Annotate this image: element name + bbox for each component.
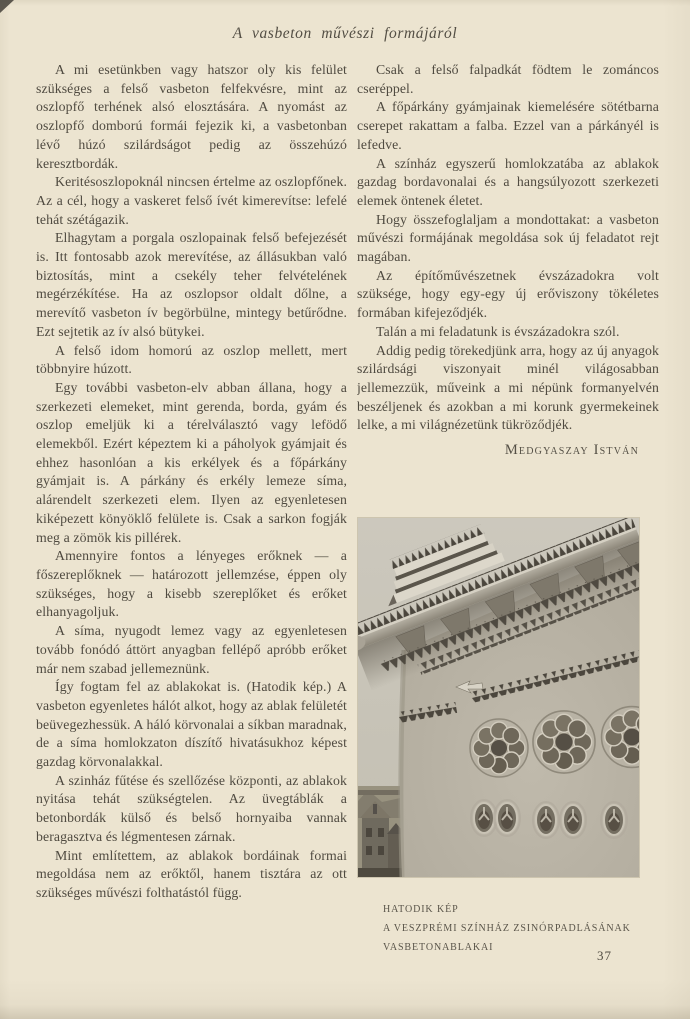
left-text-column <box>36 61 347 903</box>
caption-line: HATODIK KÉP <box>383 904 459 915</box>
page-number: 37 <box>597 948 612 963</box>
paragraph: Mint említettem, az ablakok bordáinak formai megoldása nem az erőktől, hanem tisztára az ott szükséges művészi folthatástól függ. <box>36 847 347 900</box>
caption-line: A VESZPRÉMI SZÍNHÁZ ZSINÓRPADLÁSÁNAK <box>383 922 631 934</box>
rose-window-1 <box>470 719 528 777</box>
paragraph: A szinház fűtése és szellőzése központi, az ablakok nyitása tehát szükségtelen. Az üvegtáblák a betonbordák külső és belső hornyaiba vannak beragasztva és légmentesen zárnak. <box>36 772 347 844</box>
paragraph: A színház egyszerű homlokzatába az ablakok gazdag bordavonalai és a hangsúlyozott szerkezeti elemek öntenek életet. <box>357 155 659 208</box>
paragraph: A főpárkány gyámjainak kiemelésére sötétbarna cserepet rakattam a falba. Ezzel van a párkányél is lefedve. <box>357 99 659 152</box>
author-signature: Medgyaszay István <box>504 442 639 459</box>
paragraph: A síma, nyugodt lemez vagy az egyenletesen tovább fonódó áttört anyagban fellépő apróbb erőket már nem szabad jellemeznünk. <box>36 623 347 676</box>
theater-photo-figure <box>358 518 639 877</box>
paragraph: Keritésoszlopoknál nincsen értelme az oszlopfőnek. Az a cél, hogy a vaskeret felső ívét kimerevítse: lefelé tehát szétágazik. <box>36 174 347 227</box>
paragraph: Amennyire fontos a lényeges erőknek — a főszereplőknek — határozott jellemzése, éppen oly szükséges, hogy a kisebb szereplőket és erőket elhanyagoljuk. <box>36 548 347 620</box>
paragraph: Csak a felső falpadkát födtem le zománcos cseréppel. <box>357 62 659 96</box>
paragraph: Addig pedig törekedjünk arra, hogy az új anyagok szilárdsági viszonyait minél világosabban jellemezzük, műveink a mi népünk formanyelvén beszéljenek és azokban a mi korunk gyermekeinek lelke, a mi világnézetünk tükröződjék. <box>357 342 659 433</box>
paragraph: Elhagytam a porgala oszlopainak felső befejezését is. Itt fontosabb azok merevítése, az állásukban való biztosítás, mint a csekély teher felvételének megérzékítése. Ha az oszlopsor oldalt dőlne, a merevítő vasbeton ív begörbülne, mintegy betűrődne. Ezt sejtetik az ív alsó bütykei. <box>36 230 347 339</box>
right-text-column <box>357 61 659 460</box>
paragraph: Egy további vasbeton-elv abban állana, hogy a szerkezeti elemeket, mint gerenda, borda, gyám és oszlop emeljük ki a térelválasztó vagy lefödő elemekből. Ezért képeztem ki a páholyok gyámjait és ehhez hasonlóan a kis erkélyek és a főpárkány gyámjait is. A párkány és erkély lemeze síma, alárendelt szerkezeti elem. Ilyen az egyenletesen kiképezett könyöklő felülete is. Csak a sarkon fogják meg a zömök kis pillérek. <box>36 379 347 545</box>
figure-caption <box>383 901 673 957</box>
paragraph: Talán a mi feladatunk is évszázadokra szól. <box>376 323 620 339</box>
paragraph: Így fogtam fel az ablakokat is. (Hatodik kép.) A vasbeton egyenletes hálót alkot, hogy az ablak felületét beüvegezhessük. A háló körvonalai a síkban maradnak, de a síma homlokzaton díszítő hivatásukhoz képest gazdag körvonalakkal. <box>36 679 347 770</box>
caption-line: VASBETONABLAKAI <box>383 941 494 953</box>
rose-window-2 <box>533 711 595 773</box>
scan-corner-smudge <box>0 0 14 13</box>
paragraph: A mi esetünkben vagy hatszor oly kis felület szükséges a felső vasbeton felfekvésre, mint az oszlopfő terhének alsó elosztására. A nyomást az oszlopfő domború formái fejezik ki, a vasbetonban lévő húzó szilárdságot pedig az összehúzó keresztbordák. <box>36 62 347 171</box>
paragraph: A felső idom homorú az oszlop mellett, mert többnyire húzott. <box>36 342 347 377</box>
page-title: A vasbeton művészi formájáról <box>232 25 458 42</box>
paragraph: Hogy összefoglaljam a mondottakat: a vasbeton művészi formájának megoldása sok új feladatot rejt magában. <box>357 211 659 265</box>
photo-town-bottom-left <box>358 786 405 877</box>
paragraph: Az építőművészetnek évszázadokra volt szüksége, hogy egy-egy új erőviszony tökéletes formában kifejeződjék. <box>357 267 659 321</box>
